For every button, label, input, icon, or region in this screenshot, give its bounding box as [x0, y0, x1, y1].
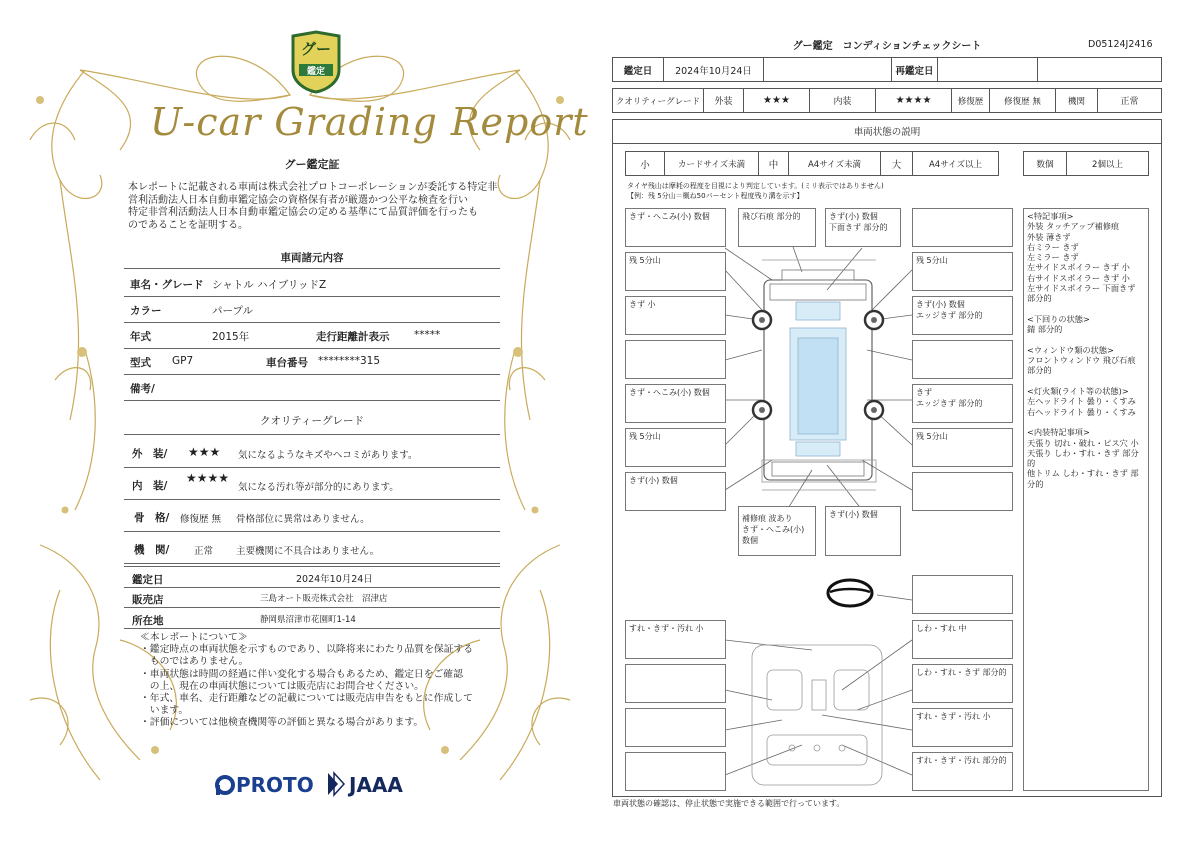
damage-label-16: [912, 472, 1013, 511]
grade-top-rule: [124, 434, 500, 435]
damage-label-17: 補修痕 波あり きず・へこみ(小) 数個: [738, 506, 816, 556]
interior-label-5: [912, 575, 1013, 614]
interior-label-8: すれ・きず・汚れ 小: [912, 708, 1013, 747]
damage-label-3: きず(小) 数個 下面きず 部分的: [825, 208, 901, 247]
tire-note-2: 【例：残 5分山＝概ね50パーセント程度残り溝を示す】: [627, 192, 804, 200]
damage-label-2: 飛び石痕 部分的: [738, 208, 816, 247]
remarks-box: [1023, 208, 1149, 791]
badge-top-text: グー: [300, 40, 331, 58]
cert-heading: グー鑑定証: [284, 158, 340, 171]
spec-row-color: カラー パープル: [124, 296, 500, 323]
report-title: U-car Grading Report: [150, 100, 589, 144]
damage-label-9: [625, 340, 726, 379]
sheet-title: グー鑑定 コンディションチェックシート: [792, 41, 982, 52]
spec-row-remarks: 備考/: [124, 374, 500, 401]
spec-row-name: 車名・グレード シャトル ハイブリッドZ: [124, 270, 500, 297]
damage-label-12: きず エッジきず 部分的: [912, 384, 1013, 423]
badge-bottom-text: 鑑定: [306, 67, 325, 77]
grade-row-engine: 機 関/ 正常 主要機関に不具合はありません。: [124, 533, 500, 564]
grade-heading: クオリティーグレード: [260, 415, 364, 427]
appraisal-row-address: 所在地 静岡県沼津市花園町1-14: [124, 608, 500, 629]
grade-summary-row: クオリティーグレード 外装 ★★★ 内装 ★★★★ 修復歴 修復歴 無 機関 正常: [612, 88, 1162, 113]
damage-label-18: きず(小) 数個: [825, 506, 901, 556]
remarks-text: <特記事項> 外装 タッチアップ補修痕 外装 薄きず 右ミラー きず 左ミラー きず 左サイドスポイラー きず 小 右サイドスポイラー きず 小 左サイドスポイラー 下面きず 部分的 <下回りの状態> 錆 部分的 <ウィンドウ類の状態> フロントウィンドウ 飛び石痕 部分的 <灯火類(ライト等の状態)> 左ヘッドライト 曇り・くすみ 右ヘッドライト 曇り・くすみ <内装特記事項> 天張り 切れ・破れ・ピス穴 小 天張り しわ・すれ・きず 部分的 他トリム しわ・すれ・きず 部分的: [1027, 211, 1139, 489]
appraisal-row-shop: 販売店 三島オート販売株式会社 沼津店: [124, 587, 500, 608]
proto-logo: PROTO: [236, 773, 314, 797]
damage-label-11: きず・へこみ(小) 数個: [625, 384, 726, 423]
count-legend: 数個 2個以上: [1023, 151, 1149, 176]
interior-label-6: しわ・すれ 中: [912, 620, 1013, 659]
damage-label-4: [912, 208, 1013, 247]
cert-text: 本レポートに記載される車両は株式会社プロトコーポレーションが委託する特定非 営利活動法人日本自動車鑑定協会の資格保有者が厳選かつ公平な検査を行い 特定非営利活動法人日本自動車鑑定協会の定める基準にて品質評価を行ったも のであることを証明する。: [128, 182, 498, 231]
header-row: 鑑定日 2024年10月24日 再鑑定日: [612, 57, 1162, 82]
spec-top-rule: [124, 268, 500, 269]
tire-label-rear-left: 残 5分山: [625, 428, 726, 467]
tire-label-rear-right: 残 5分山: [912, 428, 1013, 467]
proto-logo-icon: [214, 774, 236, 796]
tire-label-front-left: 残 5分山: [625, 252, 726, 291]
interior-label-4: [625, 752, 726, 791]
spec-row-model: 型式 GP7 車台番号 ********315: [124, 348, 500, 375]
damage-label-1: きず・へこみ(小) 数個: [625, 208, 726, 247]
grade-row-exterior: 外 装/ ★★★ 気になるようなキズやヘコミがあります。: [124, 437, 500, 468]
interior-label-9: すれ・きず・汚れ 部分的: [912, 752, 1013, 791]
damage-label-7: きず 小: [625, 296, 726, 335]
footer-note: 車両状態の確認は、停止状態で実施できる範囲で行っています。: [613, 799, 845, 808]
grade-row-interior: 内 装/ ★★★★ 気になる汚れ等が部分的にあります。: [124, 469, 500, 500]
interior-label-3: [625, 708, 726, 747]
spec-heading: 車両諸元内容: [280, 252, 344, 264]
appraisal-row-date: 鑑定日 2024年10月24日: [124, 566, 500, 588]
report-notes: ≪本レポートについて≫ ・鑑定時点の車両状態を示すものであり、以降将来にわたり品質を保証する ものではありません。 ・車両状態は時間の経過に伴い変化する場合もあるため、鑑定日をご確認 の上、現在の車両状態については販売店にお問合せください。 ・年式、車名、走行距離などの記載については販売店申告をもとに作成して います。 ・評価については他検査機関等の評価と異なる場合があります。: [140, 632, 474, 729]
interior-label-2: [625, 664, 726, 703]
damage-label-10: [912, 340, 1013, 379]
damage-label-8: きず(小) 数個 エッジきず 部分的: [912, 296, 1013, 335]
spec-row-year: 年式 2015年 走行距離計表示 *****: [124, 322, 500, 349]
size-legend: 小 カードサイズ未満 中 A4サイズ未満 大 A4サイズ以上: [625, 151, 999, 176]
grade-row-frame: 骨 格/ 修復歴 無 骨格部位に異常はありません。: [124, 501, 500, 532]
interior-label-7: しわ・すれ・きず 部分的: [912, 664, 1013, 703]
doc-id: D05124J2416: [1088, 39, 1153, 50]
tire-note-1: タイヤ残山は摩耗の程度を目視により判定しています。(ミリ表示ではありません): [627, 182, 884, 190]
tire-label-front-right: 残 5分山: [912, 252, 1013, 291]
condition-heading: 車両状態の説明: [612, 119, 1162, 144]
jaaa-logo: JAAA: [349, 773, 403, 797]
interior-label-1: すれ・きず・汚れ 小: [625, 620, 726, 659]
jaaa-logo-icon: [326, 771, 346, 797]
damage-label-15: きず(小) 数個: [625, 472, 726, 511]
